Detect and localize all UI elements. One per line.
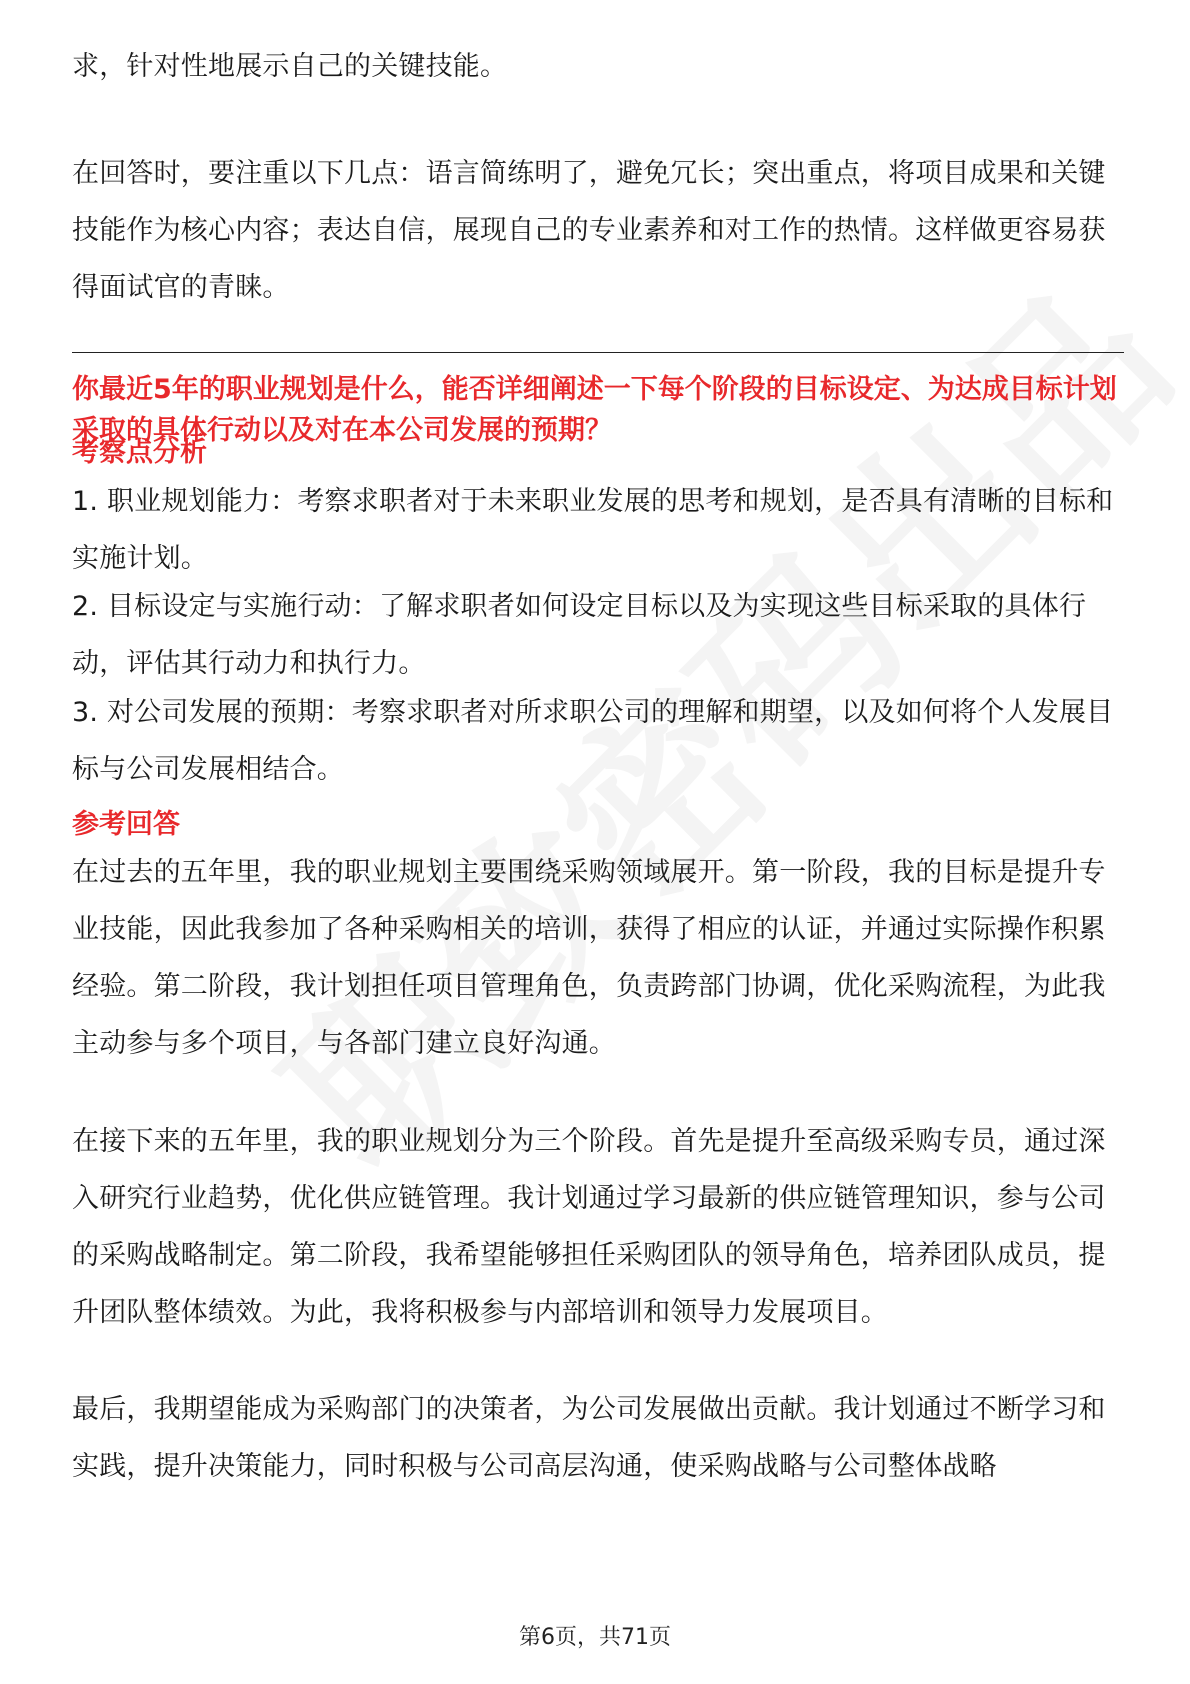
section-divider [72,352,1124,353]
document-page [72,0,1124,1684]
answer-paragraph-1: 在过去的五年里，我的职业规划主要围绕采购领域展开。第一阶段，我的目标是提升专业技能，因此我参加了各种采购相关的培训，获得了相应的认证，并通过实际操作积累经验。第二阶段，我计划担任项目管理角色，负责跨部门协调，优化采购流程，为此我主动参与多个项目，与各部门建立良好沟通。 [72,857,1106,1059]
intro-line: 求，针对性地展示自己的关键技能。 [72,51,508,82]
answer-paragraph-2: 在接下来的五年里，我的职业规划分为三个阶段。首先是提升至高级采购专员，通过深入研究行业趋势，优化供应链管理。我计划通过学习最新的供应链管理知识，参与公司的采购战略制定。第二阶段，我希望能够担任采购团队的领导角色，培养团队成员，提升团队整体绩效。为此，我将积极参与内部培训和领导力发展项目。 [72,1126,1106,1328]
answer-paragraph-3: 最后，我期望能成为采购部门的决策者，为公司发展做出贡献。我计划通过不断学习和实践，提升决策能力，同时积极与公司高层沟通，使采购战略与公司整体战略 [72,1394,1106,1482]
analysis-point-2: 2. 目标设定与实施行动：了解求职者如何设定目标以及为实现这些目标采取的具体行动，评估其行动力和执行力。 [72,591,1087,679]
analysis-heading: 考察点分析 [72,437,207,468]
intro-paragraph: 在回答时，要注重以下几点：语言简练明了，避免冗长；突出重点，将项目成果和关键技能作为核心内容；表达自信，展现自己的专业素养和对工作的热情。这样做更容易获得面试官的青睐。 [72,158,1106,303]
interview-question: 你最近5年的职业规划是什么，能否详细阐述一下每个阶段的目标设定、为达成目标计划采取的具体行动以及对在本公司发展的预期？ [72,374,1117,446]
page-footer: 第6页，共71页 [519,1625,671,1650]
answer-heading: 参考回答 [72,809,180,840]
analysis-point-1: 1. 职业规划能力：考察求职者对于未来职业发展的思考和规划，是否具有清晰的目标和实施计划。 [72,486,1114,574]
analysis-point-3: 3. 对公司发展的预期：考察求职者对所求职公司的理解和期望，以及如何将个人发展目标与公司发展相结合。 [72,697,1114,785]
